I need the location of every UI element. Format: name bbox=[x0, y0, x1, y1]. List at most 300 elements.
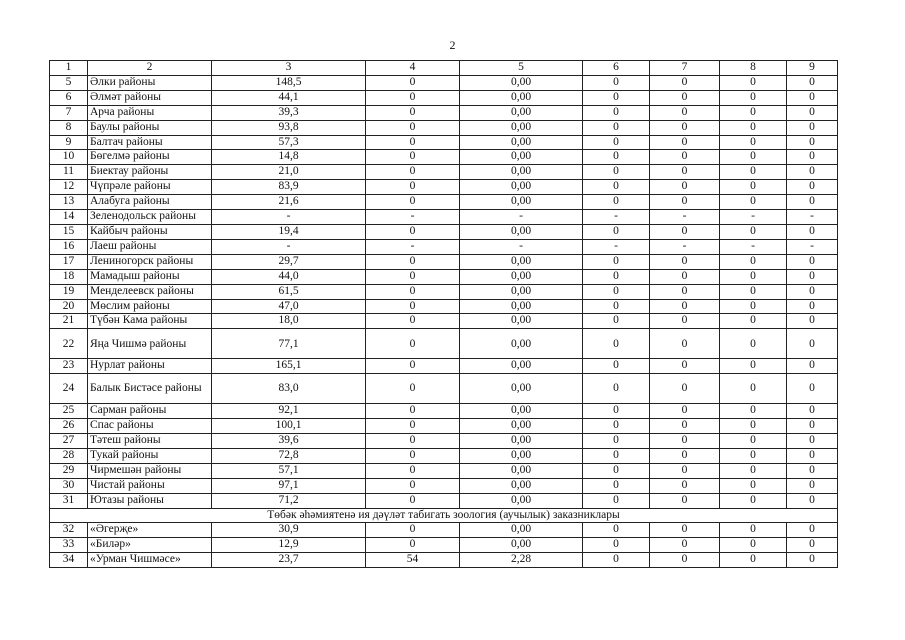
cell-c3: - bbox=[212, 210, 366, 225]
cell-c7: 0 bbox=[650, 553, 720, 568]
cell-name: Тукай районы bbox=[88, 448, 212, 463]
cell-c7: 0 bbox=[650, 284, 720, 299]
cell-c5: 0,00 bbox=[460, 493, 583, 508]
cell-c8: 0 bbox=[720, 284, 787, 299]
cell-c4: 0 bbox=[366, 493, 460, 508]
cell-c7: 0 bbox=[650, 538, 720, 553]
cell-c6: 0 bbox=[583, 90, 650, 105]
cell-c3: 77,1 bbox=[212, 329, 366, 359]
cell-c8: 0 bbox=[720, 165, 787, 180]
cell-name: Ютазы районы bbox=[88, 493, 212, 508]
cell-c7: 0 bbox=[650, 404, 720, 419]
table-row bbox=[50, 419, 838, 434]
cell-c5: 0,00 bbox=[460, 404, 583, 419]
cell-num: 8 bbox=[50, 120, 88, 135]
cell-c9: 0 bbox=[787, 448, 838, 463]
table-row bbox=[50, 478, 838, 493]
cell-c5: 0,00 bbox=[460, 448, 583, 463]
cell-c8: 0 bbox=[720, 120, 787, 135]
cell-c8: 0 bbox=[720, 299, 787, 314]
cell-c7: 0 bbox=[650, 75, 720, 90]
cell-c4: 0 bbox=[366, 523, 460, 538]
cell-name: Алабуга районы bbox=[88, 195, 212, 210]
cell-c6: 0 bbox=[583, 75, 650, 90]
cell-num: 20 bbox=[50, 299, 88, 314]
cell-c8: 0 bbox=[720, 254, 787, 269]
cell-c4: 0 bbox=[366, 90, 460, 105]
cell-c9: 0 bbox=[787, 269, 838, 284]
cell-c7: 7 bbox=[650, 61, 720, 76]
cell-c6: 0 bbox=[583, 269, 650, 284]
cell-c7: 0 bbox=[650, 135, 720, 150]
cell-name: Сарман районы bbox=[88, 404, 212, 419]
cell-c3: 18,0 bbox=[212, 314, 366, 329]
cell-c5: 0,00 bbox=[460, 284, 583, 299]
cell-c5: 0,00 bbox=[460, 269, 583, 284]
cell-c8: 0 bbox=[720, 553, 787, 568]
cell-c4: 0 bbox=[366, 195, 460, 210]
cell-c5: 0,00 bbox=[460, 299, 583, 314]
cell-c6: 0 bbox=[583, 419, 650, 434]
cell-name: «Әгерҗе» bbox=[88, 523, 212, 538]
cell-c5: 0,00 bbox=[460, 195, 583, 210]
cell-c4: 0 bbox=[366, 135, 460, 150]
cell-c6: - bbox=[583, 210, 650, 225]
cell-c6: 0 bbox=[583, 120, 650, 135]
cell-c9: 0 bbox=[787, 404, 838, 419]
cell-num: 30 bbox=[50, 478, 88, 493]
table-row bbox=[50, 75, 838, 90]
cell-c9: 0 bbox=[787, 493, 838, 508]
cell-c4: 0 bbox=[366, 150, 460, 165]
cell-c5: 0,00 bbox=[460, 135, 583, 150]
cell-name: Түбән Кама районы bbox=[88, 314, 212, 329]
cell-c8: 0 bbox=[720, 329, 787, 359]
cell-c6: 0 bbox=[583, 434, 650, 449]
cell-c3: 57,1 bbox=[212, 463, 366, 478]
table-row bbox=[50, 448, 838, 463]
cell-c7: 0 bbox=[650, 463, 720, 478]
cell-c5: - bbox=[460, 239, 583, 254]
cell-num: 31 bbox=[50, 493, 88, 508]
cell-c3: 148,5 bbox=[212, 75, 366, 90]
cell-name: Менделеевск районы bbox=[88, 284, 212, 299]
cell-num: 26 bbox=[50, 419, 88, 434]
cell-c9: 0 bbox=[787, 135, 838, 150]
cell-c9: 0 bbox=[787, 165, 838, 180]
cell-name: Әлмәт районы bbox=[88, 90, 212, 105]
cell-c6: 0 bbox=[583, 284, 650, 299]
table-row bbox=[50, 374, 838, 404]
cell-c4: 0 bbox=[366, 120, 460, 135]
cell-num: 6 bbox=[50, 90, 88, 105]
table-row bbox=[50, 538, 838, 553]
cell-c4: - bbox=[366, 210, 460, 225]
cell-c5: 0,00 bbox=[460, 314, 583, 329]
cell-c7: 0 bbox=[650, 150, 720, 165]
table-row bbox=[50, 195, 838, 210]
table-row bbox=[50, 254, 838, 269]
cell-c7: 0 bbox=[650, 359, 720, 374]
table-body bbox=[50, 61, 838, 568]
cell-c6: 0 bbox=[583, 478, 650, 493]
cell-c6: 0 bbox=[583, 195, 650, 210]
cell-name: Биектау районы bbox=[88, 165, 212, 180]
cell-c9: 0 bbox=[787, 120, 838, 135]
cell-num: 7 bbox=[50, 105, 88, 120]
cell-c8: 0 bbox=[720, 374, 787, 404]
section-row bbox=[50, 508, 838, 523]
table-row bbox=[50, 105, 838, 120]
cell-c3: 71,2 bbox=[212, 493, 366, 508]
table-row bbox=[50, 239, 838, 254]
cell-c9: 9 bbox=[787, 61, 838, 76]
cell-c5: 5 bbox=[460, 61, 583, 76]
cell-name: Тәтеш районы bbox=[88, 434, 212, 449]
cell-c9: 0 bbox=[787, 284, 838, 299]
cell-c5: 2,28 bbox=[460, 553, 583, 568]
cell-c7: 0 bbox=[650, 419, 720, 434]
cell-c4: 54 bbox=[366, 553, 460, 568]
cell-num: 13 bbox=[50, 195, 88, 210]
cell-c3: 57,3 bbox=[212, 135, 366, 150]
cell-name: Арча районы bbox=[88, 105, 212, 120]
cell-num: 25 bbox=[50, 404, 88, 419]
cell-c9: 0 bbox=[787, 478, 838, 493]
cell-c5: 0,00 bbox=[460, 224, 583, 239]
cell-c4: 0 bbox=[366, 359, 460, 374]
cell-c6: 0 bbox=[583, 538, 650, 553]
cell-c7: 0 bbox=[650, 254, 720, 269]
cell-c8: 0 bbox=[720, 463, 787, 478]
cell-c7: 0 bbox=[650, 493, 720, 508]
cell-c5: 0,00 bbox=[460, 359, 583, 374]
cell-num: 12 bbox=[50, 180, 88, 195]
cell-c4: - bbox=[366, 239, 460, 254]
cell-c4: 0 bbox=[366, 254, 460, 269]
cell-c5: - bbox=[460, 210, 583, 225]
cell-c9: 0 bbox=[787, 463, 838, 478]
section-title: Төбәк әһәмиятенә ия дәүләт табигать зоология (аучылык) заказниклары bbox=[50, 508, 838, 523]
cell-c7: 0 bbox=[650, 329, 720, 359]
cell-c9: 0 bbox=[787, 180, 838, 195]
cell-c8: 0 bbox=[720, 419, 787, 434]
cell-num: 33 bbox=[50, 538, 88, 553]
cell-c3: 97,1 bbox=[212, 478, 366, 493]
cell-c4: 0 bbox=[366, 374, 460, 404]
cell-c9: 0 bbox=[787, 419, 838, 434]
cell-c3: 44,1 bbox=[212, 90, 366, 105]
cell-num: 22 bbox=[50, 329, 88, 359]
cell-c5: 0,00 bbox=[460, 165, 583, 180]
cell-num: 17 bbox=[50, 254, 88, 269]
table-row bbox=[50, 523, 838, 538]
cell-c6: 0 bbox=[583, 299, 650, 314]
cell-c4: 0 bbox=[366, 269, 460, 284]
cell-c8: 0 bbox=[720, 195, 787, 210]
cell-c6: 0 bbox=[583, 224, 650, 239]
cell-name: Чистай районы bbox=[88, 478, 212, 493]
cell-c6: 0 bbox=[583, 523, 650, 538]
table-row bbox=[50, 299, 838, 314]
table-row bbox=[50, 329, 838, 359]
cell-c4: 0 bbox=[366, 434, 460, 449]
cell-c6: 0 bbox=[583, 553, 650, 568]
cell-num: 16 bbox=[50, 239, 88, 254]
cell-c3: 61,5 bbox=[212, 284, 366, 299]
cell-c9: - bbox=[787, 210, 838, 225]
cell-c6: - bbox=[583, 239, 650, 254]
cell-name: Балтач районы bbox=[88, 135, 212, 150]
table-row bbox=[50, 493, 838, 508]
cell-name: Мөслим районы bbox=[88, 299, 212, 314]
cell-c7: 0 bbox=[650, 120, 720, 135]
cell-c8: 0 bbox=[720, 523, 787, 538]
cell-c4: 0 bbox=[366, 165, 460, 180]
cell-c3: 19,4 bbox=[212, 224, 366, 239]
cell-c5: 0,00 bbox=[460, 180, 583, 195]
cell-c3: - bbox=[212, 239, 366, 254]
cell-c9: 0 bbox=[787, 254, 838, 269]
cell-c9: 0 bbox=[787, 90, 838, 105]
cell-c3: 21,0 bbox=[212, 165, 366, 180]
cell-c8: - bbox=[720, 239, 787, 254]
cell-c5: 0,00 bbox=[460, 254, 583, 269]
cell-num: 9 bbox=[50, 135, 88, 150]
cell-c7: 0 bbox=[650, 105, 720, 120]
table-row bbox=[50, 90, 838, 105]
cell-c9: 0 bbox=[787, 329, 838, 359]
cell-c8: 0 bbox=[720, 90, 787, 105]
cell-c9: 0 bbox=[787, 538, 838, 553]
cell-c3: 44,0 bbox=[212, 269, 366, 284]
cell-name: Чирмешән районы bbox=[88, 463, 212, 478]
cell-c3: 30,9 bbox=[212, 523, 366, 538]
cell-c7: 0 bbox=[650, 90, 720, 105]
cell-c3: 72,8 bbox=[212, 448, 366, 463]
cell-c6: 0 bbox=[583, 404, 650, 419]
cell-c4: 0 bbox=[366, 404, 460, 419]
cell-name: Нурлат районы bbox=[88, 359, 212, 374]
cell-c7: - bbox=[650, 239, 720, 254]
table-row bbox=[50, 180, 838, 195]
cell-c8: 0 bbox=[720, 538, 787, 553]
cell-c6: 0 bbox=[583, 374, 650, 404]
cell-num: 21 bbox=[50, 314, 88, 329]
cell-c4: 0 bbox=[366, 463, 460, 478]
cell-c6: 0 bbox=[583, 150, 650, 165]
cell-c4: 0 bbox=[366, 329, 460, 359]
page-number: 2 bbox=[449, 38, 456, 52]
table-row bbox=[50, 120, 838, 135]
cell-c4: 0 bbox=[366, 419, 460, 434]
table-row bbox=[50, 463, 838, 478]
cell-c5: 0,00 bbox=[460, 463, 583, 478]
cell-c8: 0 bbox=[720, 359, 787, 374]
cell-c5: 0,00 bbox=[460, 75, 583, 90]
cell-num: 5 bbox=[50, 75, 88, 90]
cell-c5: 0,00 bbox=[460, 523, 583, 538]
cell-c9: 0 bbox=[787, 75, 838, 90]
cell-c7: 0 bbox=[650, 448, 720, 463]
cell-c3: 14,8 bbox=[212, 150, 366, 165]
cell-c8: 0 bbox=[720, 269, 787, 284]
cell-c7: 0 bbox=[650, 224, 720, 239]
cell-c4: 0 bbox=[366, 299, 460, 314]
cell-c8: 0 bbox=[720, 224, 787, 239]
cell-c4: 0 bbox=[366, 314, 460, 329]
cell-c6: 0 bbox=[583, 254, 650, 269]
cell-num: 14 bbox=[50, 210, 88, 225]
cell-c4: 0 bbox=[366, 224, 460, 239]
table-row bbox=[50, 284, 838, 299]
cell-c6: 0 bbox=[583, 463, 650, 478]
cell-c3: 165,1 bbox=[212, 359, 366, 374]
cell-c8: 0 bbox=[720, 314, 787, 329]
cell-c4: 0 bbox=[366, 448, 460, 463]
cell-c9: 0 bbox=[787, 224, 838, 239]
cell-c6: 0 bbox=[583, 329, 650, 359]
cell-num: 19 bbox=[50, 284, 88, 299]
cell-c6: 0 bbox=[583, 448, 650, 463]
table-row bbox=[50, 135, 838, 150]
cell-c7: 0 bbox=[650, 165, 720, 180]
cell-c7: 0 bbox=[650, 180, 720, 195]
cell-name: Лаеш районы bbox=[88, 239, 212, 254]
cell-c9: 0 bbox=[787, 314, 838, 329]
cell-c9: 0 bbox=[787, 359, 838, 374]
cell-c4: 0 bbox=[366, 180, 460, 195]
table-row bbox=[50, 165, 838, 180]
cell-c8: 0 bbox=[720, 434, 787, 449]
cell-num: 1 bbox=[50, 61, 88, 76]
cell-c4: 0 bbox=[366, 75, 460, 90]
cell-c5: 0,00 bbox=[460, 478, 583, 493]
cell-c3: 39,3 bbox=[212, 105, 366, 120]
cell-c6: 0 bbox=[583, 314, 650, 329]
cell-c3: 29,7 bbox=[212, 254, 366, 269]
cell-num: 27 bbox=[50, 434, 88, 449]
cell-c6: 6 bbox=[583, 61, 650, 76]
cell-c4: 0 bbox=[366, 538, 460, 553]
cell-c9: 0 bbox=[787, 105, 838, 120]
cell-num: 15 bbox=[50, 224, 88, 239]
cell-c8: 0 bbox=[720, 180, 787, 195]
cell-name: Зеленодольск районы bbox=[88, 210, 212, 225]
cell-name: «Биләр» bbox=[88, 538, 212, 553]
cell-c3: 93,8 bbox=[212, 120, 366, 135]
cell-c3: 3 bbox=[212, 61, 366, 76]
cell-c3: 83,0 bbox=[212, 374, 366, 404]
cell-c3: 23,7 bbox=[212, 553, 366, 568]
cell-c3: 47,0 bbox=[212, 299, 366, 314]
cell-num: 10 bbox=[50, 150, 88, 165]
cell-name: Кайбыч районы bbox=[88, 224, 212, 239]
table-row bbox=[50, 553, 838, 568]
cell-c5: 0,00 bbox=[460, 329, 583, 359]
table-row bbox=[50, 359, 838, 374]
cell-c5: 0,00 bbox=[460, 105, 583, 120]
cell-c4: 0 bbox=[366, 284, 460, 299]
cell-c9: 0 bbox=[787, 299, 838, 314]
cell-c9: 0 bbox=[787, 374, 838, 404]
cell-c3: 21,6 bbox=[212, 195, 366, 210]
cell-c6: 0 bbox=[583, 105, 650, 120]
cell-c5: 0,00 bbox=[460, 90, 583, 105]
cell-c7: 0 bbox=[650, 478, 720, 493]
cell-c5: 0,00 bbox=[460, 419, 583, 434]
cell-c7: 0 bbox=[650, 434, 720, 449]
table-row bbox=[50, 434, 838, 449]
cell-num: 29 bbox=[50, 463, 88, 478]
cell-c8: 0 bbox=[720, 404, 787, 419]
cell-name: 2 bbox=[88, 61, 212, 76]
cell-c5: 0,00 bbox=[460, 150, 583, 165]
cell-c7: 0 bbox=[650, 299, 720, 314]
cell-c5: 0,00 bbox=[460, 538, 583, 553]
cell-c9: 0 bbox=[787, 150, 838, 165]
cell-c6: 0 bbox=[583, 180, 650, 195]
cell-name: Лениногорск районы bbox=[88, 254, 212, 269]
cell-name: Спас районы bbox=[88, 419, 212, 434]
cell-c6: 0 bbox=[583, 135, 650, 150]
cell-c5: 0,00 bbox=[460, 120, 583, 135]
cell-c5: 0,00 bbox=[460, 374, 583, 404]
cell-c4: 0 bbox=[366, 105, 460, 120]
table-row bbox=[50, 314, 838, 329]
cell-name: Яңа Чишмә районы bbox=[88, 329, 212, 359]
table-row bbox=[50, 210, 838, 225]
cell-name: Әлки районы bbox=[88, 75, 212, 90]
table-row bbox=[50, 150, 838, 165]
cell-name: Баулы районы bbox=[88, 120, 212, 135]
table-row bbox=[50, 224, 838, 239]
header-row bbox=[50, 61, 838, 76]
cell-name: «Урман Чишмәсе» bbox=[88, 553, 212, 568]
cell-num: 32 bbox=[50, 523, 88, 538]
cell-c3: 100,1 bbox=[212, 419, 366, 434]
cell-name: Чүпрәле районы bbox=[88, 180, 212, 195]
cell-c4: 4 bbox=[366, 61, 460, 76]
cell-num: 11 bbox=[50, 165, 88, 180]
table-row bbox=[50, 404, 838, 419]
cell-c8: 0 bbox=[720, 105, 787, 120]
cell-c6: 0 bbox=[583, 493, 650, 508]
data-table bbox=[49, 60, 838, 568]
cell-c3: 92,1 bbox=[212, 404, 366, 419]
cell-c9: 0 bbox=[787, 553, 838, 568]
cell-c7: 0 bbox=[650, 523, 720, 538]
cell-c4: 0 bbox=[366, 478, 460, 493]
cell-c7: - bbox=[650, 210, 720, 225]
cell-c7: 0 bbox=[650, 374, 720, 404]
cell-c6: 0 bbox=[583, 165, 650, 180]
cell-c7: 0 bbox=[650, 195, 720, 210]
cell-num: 18 bbox=[50, 269, 88, 284]
cell-num: 24 bbox=[50, 374, 88, 404]
cell-c8: 0 bbox=[720, 135, 787, 150]
cell-c5: 0,00 bbox=[460, 434, 583, 449]
cell-c3: 39,6 bbox=[212, 434, 366, 449]
cell-c3: 12,9 bbox=[212, 538, 366, 553]
cell-c9: 0 bbox=[787, 195, 838, 210]
cell-c8: 0 bbox=[720, 478, 787, 493]
table-row bbox=[50, 269, 838, 284]
cell-name: Бөгелмә районы bbox=[88, 150, 212, 165]
cell-c8: - bbox=[720, 210, 787, 225]
cell-num: 23 bbox=[50, 359, 88, 374]
cell-c3: 83,9 bbox=[212, 180, 366, 195]
